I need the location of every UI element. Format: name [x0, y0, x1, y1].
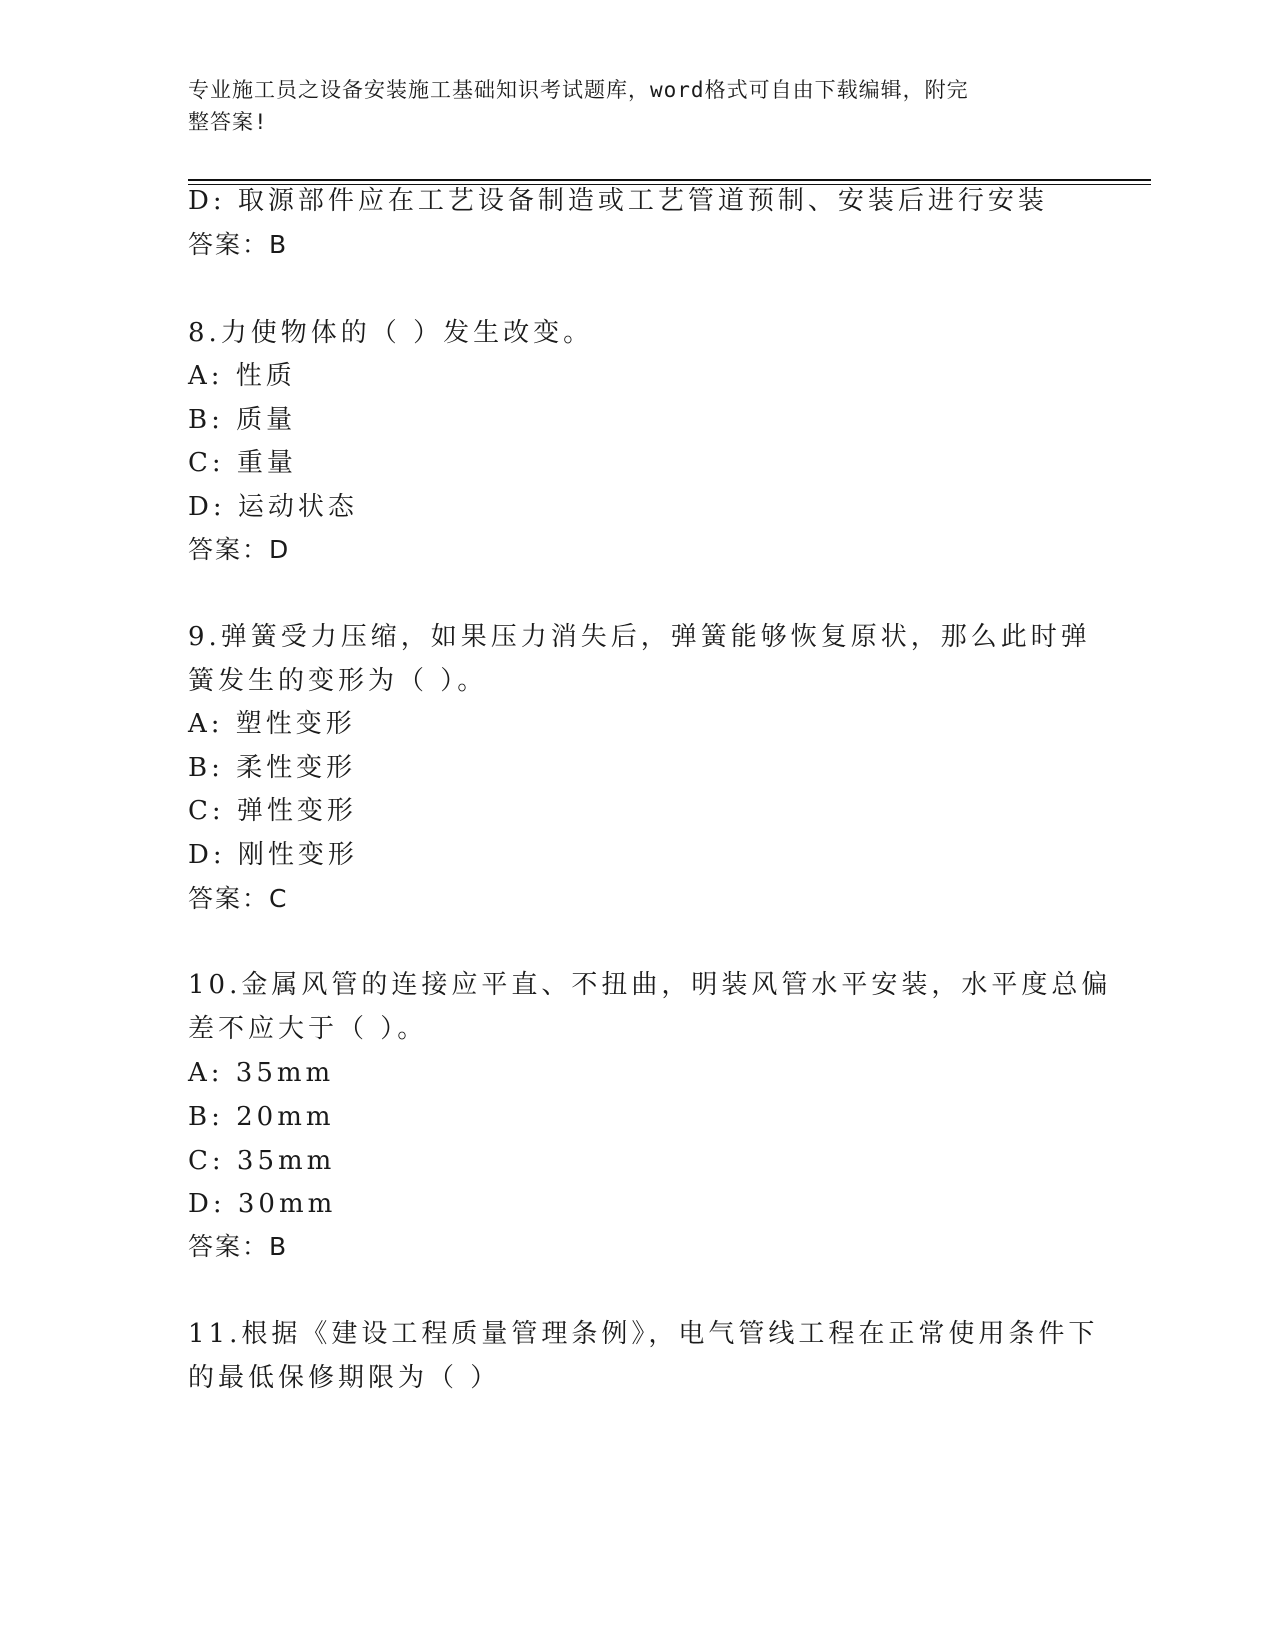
- q9-option-b: B: 柔性变形: [188, 753, 357, 783]
- q8-option-a: A: 性质: [188, 361, 296, 391]
- prev-option-d: D: 取源部件应在工艺设备制造或工艺管道预制、安装后进行安装: [188, 186, 1048, 216]
- q9-option-d: D: 刚性变形: [188, 840, 358, 870]
- q11-stem-line-2: 的最低保修期限为（ ）: [188, 1363, 501, 1393]
- q8-answer: 答案：D: [188, 535, 291, 564]
- q9-option-c: C: 弹性变形: [188, 796, 357, 826]
- q10-answer: 答案：B: [188, 1232, 289, 1261]
- q8-option-c: C: 重量: [188, 448, 297, 478]
- q8-option-b: B: 质量: [188, 405, 297, 435]
- document-header: [188, 74, 1068, 138]
- header-line-1: 专业施工员之设备安装施工基础知识考试题库，word格式可自由下载编辑，附完: [188, 78, 969, 102]
- q10-option-a: A: 35mm: [188, 1058, 335, 1088]
- q10-option-b: B: 20mm: [188, 1102, 335, 1132]
- q9-stem-line-2: 簧发生的变形为（ ）。: [188, 666, 488, 696]
- q8-stem-line-1: 8.力使物体的（ ）发生改变。: [188, 318, 594, 348]
- prev-answer: 答案：B: [188, 230, 289, 259]
- q10-option-d: D: 30mm: [188, 1189, 337, 1219]
- q8-option-d: D: 运动状态: [188, 492, 358, 522]
- q9-answer: 答案：C: [188, 884, 289, 913]
- header-line-2: 整答案!: [188, 110, 268, 134]
- q10-stem-line-2: 差不应大于（ ）。: [188, 1014, 428, 1044]
- q9-option-a: A: 塑性变形: [188, 709, 356, 739]
- header-divider: [188, 179, 1151, 181]
- q9-stem-line-1: 9.弹簧受力压缩，如果压力消失后，弹簧能够恢复原状，那么此时弹: [188, 622, 1091, 652]
- q11-stem-line-1: 11.根据《建设工程质量管理条例》，电气管线工程在正常使用条件下: [188, 1319, 1099, 1349]
- q10-option-c: C: 35mm: [188, 1146, 336, 1176]
- q10-stem-line-1: 10.金属风管的连接应平直、不扭曲，明装风管水平安装，水平度总偏: [188, 970, 1112, 1000]
